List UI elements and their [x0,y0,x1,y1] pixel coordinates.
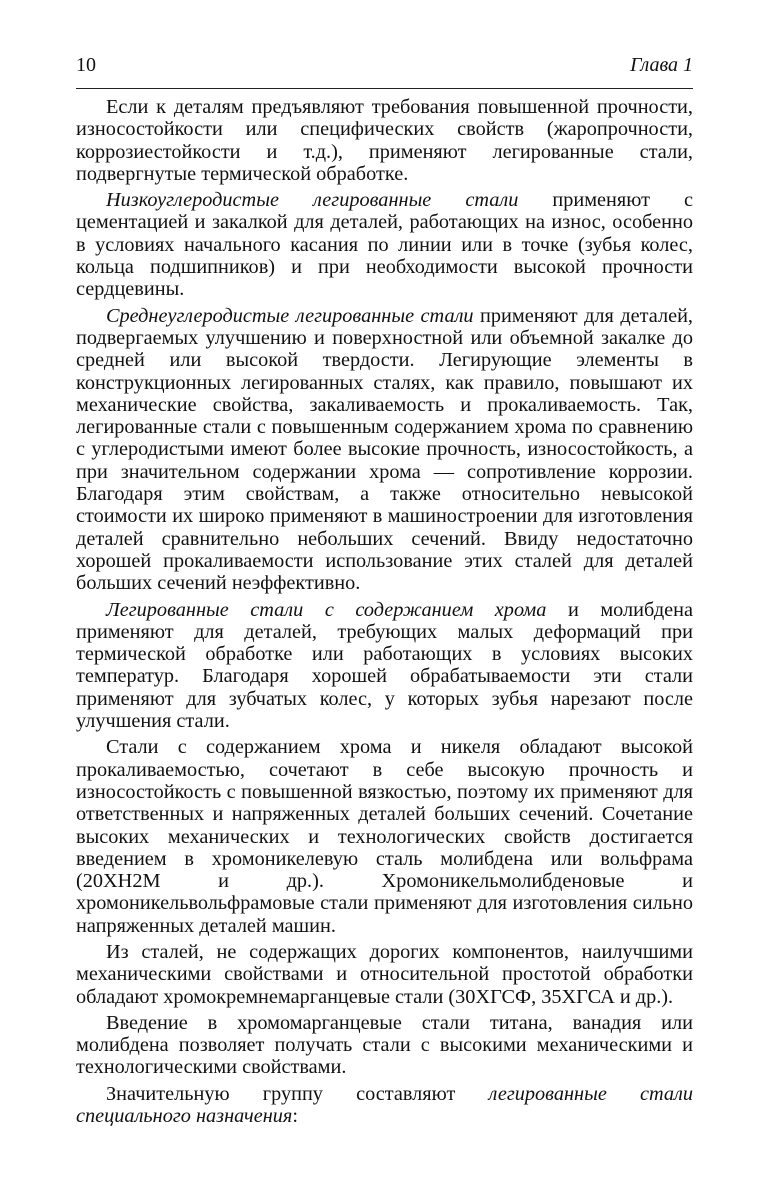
paragraph-text: и молибдена применяют для деталей, требующих малых деформаций при термической обработке или работающих в условиях высоких температур. Благодаря хорошей обрабатываемости эти стали применяют для зубчатых колес, у которых зубья нарезают после улучшения стали. [76,598,694,733]
paragraph-2 [76,189,693,300]
paragraph-text: Из сталей, не содержащих дорогих компонентов, наилучшими механическими свойствами и относительной простотой обработки обладают хромокремнемарганцевые стали (30ХГСФ, 35ХГСА и др.). [76,940,693,1008]
page-number: 10 [76,54,96,76]
paragraph-text: Стали с содержанием хрома и никеля обладают высокой прокаливаемостью, сочетают в себе высокую прочность и износостойкость с повышенной вязкостью, поэтому их применяют для ответственных и напряженных деталей больших сечений. Сочетание высоких механических и технологических свойств достигается введением в хромоникелевую сталь молибдена или вольфрама (20ХН2М и др.). Хромоникельмолибденовые и хромоникельвольфрамовые стали применяют для изготовления сильно напряженных деталей машин. [76,736,693,937]
paragraph-colon: : [292,1105,298,1128]
paragraph-text: Если к деталям предъявляют требования повышенной прочности, износостойкости или специфических свойств (жаропрочности, коррозиестойкости и т.д.), применяют легированные стали, подвергнутые термической обработке. [76,96,693,185]
paragraph-lead-term: Низкоуглеродистые легированные стали [106,189,519,212]
body-text [76,96,693,1131]
paragraph-lead-term: Легированные стали с содержанием хрома [106,598,547,621]
paragraph-text: применяют с цементацией и закалкой для деталей, работающих на износ, особенно в условиях начального касания по линии или в точке (зубья колес, кольца подшипников) и при необходимости высокой прочности сердцевины. [76,189,693,301]
paragraph-lead-term: Среднеуглеродистые легированные стали [106,304,474,327]
paragraph-text: Введение в хромомарганцевые стали титана, ванадия или молибдена позволяет получать стали с высокими механическими и технологическими свойствами. [76,1011,693,1079]
header-rule [76,88,693,89]
paragraph-4 [76,599,693,733]
chapter-title: Глава 1 [630,54,693,76]
paragraph-7 [76,1012,693,1079]
paragraph-6 [76,941,693,1008]
paragraph-emphasis-term: легированные стали специального назначения [76,1082,693,1128]
paragraph-text: применяют для деталей, подвергаемых улучшению и поверхностной или объемной закалке до средней или высокой твердости. Легирующие элементы в конструкционных легированных сталях, как правило, повышают их механические свойства, закаливаемость и прокаливаемость. Так, легированные стали с повышенным содержанием хрома по сравнению с углеродистыми имеют более высокие прочность, износостойкость, а при значительном содержании хрома — сопротивление коррозии. Благодаря этим свойствам, а также относительно невысокой стоимости их широко применяют в машиностроении для изготовления деталей сравнительно небольших сечений. Ввиду недостаточно хорошей прокаливаемости использование этих сталей для деталей больших сечений неэффективно. [76,304,693,595]
paragraph-1 [76,96,693,185]
running-head [76,52,693,82]
paragraph-8 [76,1083,693,1128]
paragraph-text: Значительную группу составляют [106,1082,489,1105]
paragraph-5 [76,736,693,937]
paragraph-3 [76,305,693,595]
